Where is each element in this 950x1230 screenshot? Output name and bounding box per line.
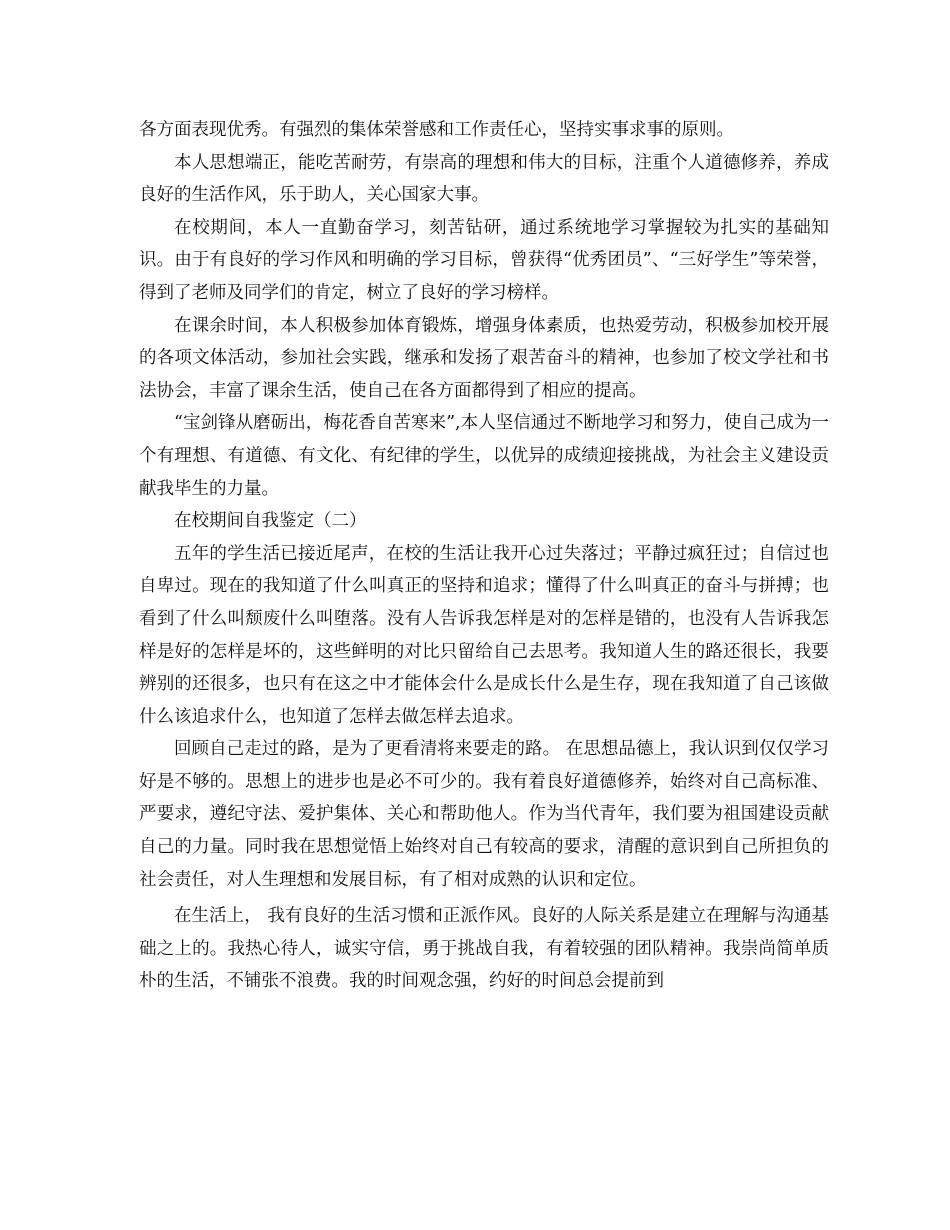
paragraph-2: 本人思想端正，能吃苦耐劳，有崇高的理想和伟大的目标，注重个人道德修养，养成良好的生活作风，乐于助人，关心国家大事。 [139,152,829,206]
paragraph-8: 在生活上， 我有良好的生活习惯和正派作风。良好的人际关系是建立在理解与沟通基础之上的。我热心待人，诚实守信，勇于挑战自我，有着较强的团队精神。我崇尚简单质朴的生活，不铺张不浪费。我的时间观念强，约好的时间总会提前到 [139,906,829,992]
paragraph-5: “宝剑锋从磨砺出，梅花香自苦寒来”,本人坚信通过不断地学习和努力，使自己成为一个有理想、有道德、有文化、有纪律的学生，以优异的成绩迎接挑战，为社会主义建设贡献我毕生的力量。 [139,413,829,499]
document-body [139,114,829,998]
section-heading: 在校期间自我鉴定（二） [174,511,367,532]
paragraph-1: 各方面表现优秀。有强烈的集体荣誉感和工作责任心，坚持实事求事的原则。 [139,120,734,140]
paragraph-7: 回顾自己走过的路，是为了更看清将来要走的路。 在思想品德上，我认识到仅仅学习好是不够的。思想上的进步也是必不可少的。我有着良好道德修养，始终对自己高标准、严要求，遵纪守法、爱护集体、关心和帮助他人。作为当代青年，我们要为祖国建设贡献自己的力量。同时我在思想觉悟上始终对自己有较高的要求，清醒的意识到自己所担负的社会责任，对人生理想和发展目标，有了相对成熟的认识和定位。 [139,739,829,890]
paragraph-3: 在校期间，本人一直勤奋学习，刻苦钻研，通过系统地学习掌握较为扎实的基础知识。由于有良好的学习作风和明确的学习目标，曾获得“优秀团员”、“三好学生”等荣誉，得到了老师及同学们的肯定，树立了良好的学习榜样。 [139,217,829,303]
paragraph-4: 在课余时间，本人积极参加体育锻炼，增强身体素质，也热爱劳动，积极参加校开展的各项文体活动，参加社会实践，继承和发扬了艰苦奋斗的精神，也参加了校文学社和书法协会，丰富了课余生活，使自己在各方面都得到了相应的提高。 [139,315,829,401]
paragraph-6: 五年的学生活已接近尾声，在校的生活让我开心过失落过；平静过疯狂过；自信过也自卑过。现在的我知道了什么叫真正的坚持和追求；懂得了什么叫真正的奋斗与拼搏；也看到了什么叫颓废什么叫堕落。没有人告诉我怎样是对的怎样是错的，也没有人告诉我怎样是好的怎样是坏的，这些鲜明的对比只留给自己去思考。我知道人生的路还很长，我要辨别的还很多，也只有在这之中才能体会什么是成长什么是生存，现在我知道了自己该做什么该追求什么，也知道了怎样去做怎样去追求。 [139,543,829,727]
